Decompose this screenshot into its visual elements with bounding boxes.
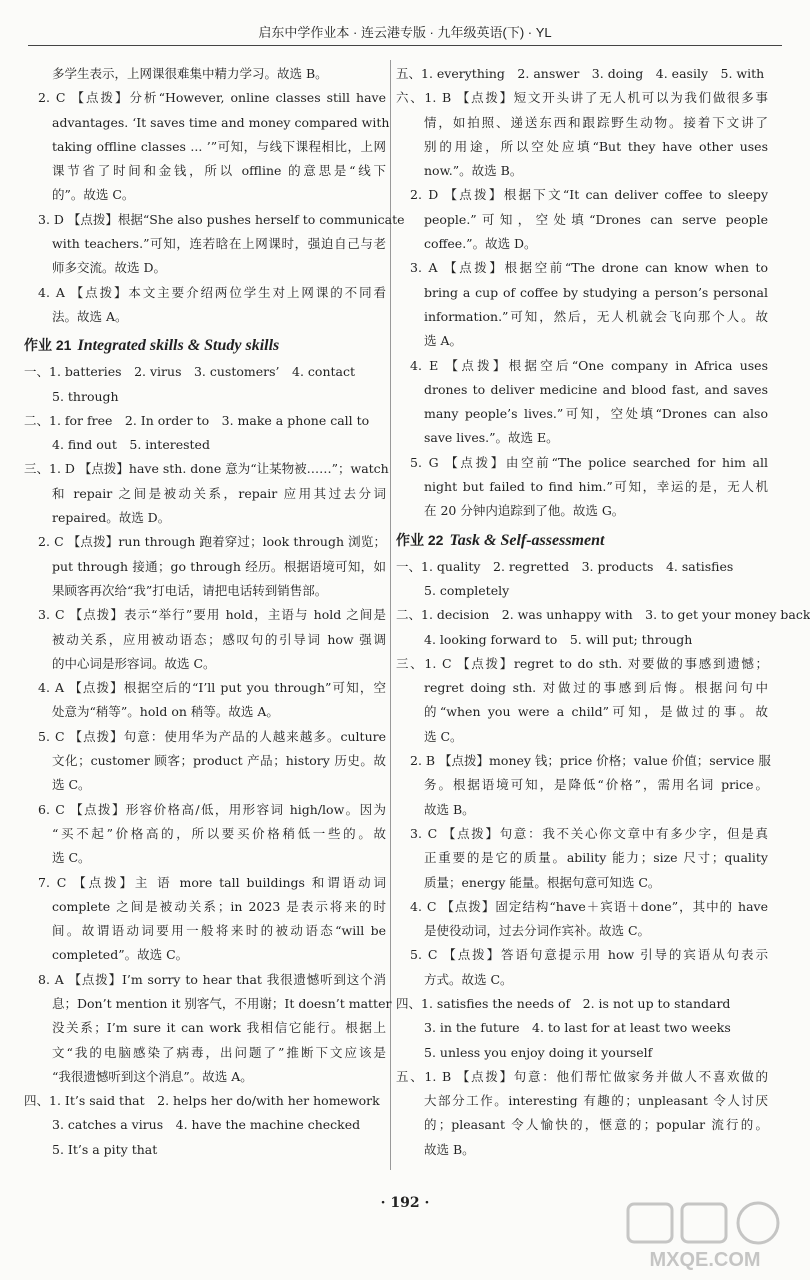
answer-line: coffee.”。故选 D。 — [424, 236, 537, 252]
answer-line: 务。根据语境可知，是降低“价格”，需用名词 price。 — [424, 777, 768, 793]
answer-line: advantages. ‘It saves time and money compared with — [52, 114, 390, 130]
answer-line: 4. E 【点拨】根据空后“One company in Africa uses — [410, 357, 768, 373]
answer-line: 4. A 【点拨】根据空后的“I’ll put you through”可知，空 — [38, 680, 386, 696]
answer-line: 课节省了时间和金钱，所以 offline 的意思是“线下 — [52, 163, 386, 179]
watermark-text: MXQE.COM — [649, 1249, 761, 1271]
answer-line: 5. C 【点拨】句意：使用华为产品的人越来越多。culture — [38, 728, 386, 744]
answer-line: 别的用途，所以空处应填“But they have other uses — [424, 138, 768, 154]
answer-line: people.”可知，空处填“Drones can serve people — [424, 211, 768, 227]
answer-line: 故选 B。 — [424, 1141, 475, 1157]
answer-line: 大部分工作。interesting 有趣的；unpleasant 令人讨厌 — [424, 1093, 768, 1109]
answer-line: 的”。故选 C。 — [52, 187, 135, 203]
answer-line: taking offline classes ... ’”可知，与线下课程相比，上网 — [52, 138, 386, 154]
answer-line: 4. C 【点拨】固定结构“have＋宾语＋done”，其中的 have — [410, 898, 768, 914]
answer-line: 5. G 【点拨】由空前“The police searched for him all — [410, 454, 768, 470]
right-column — [396, 62, 810, 1162]
answer-line: 五、1. everything 2. answer 3. doing 4. easily 5. with — [396, 66, 765, 81]
answer-line: 文化；customer 顾客；product 产品；history 历史。故 — [52, 753, 386, 769]
answer-line: 二、1. for free 2. In order to 3. make a phone call to — [24, 412, 370, 428]
answer-line: 的“when you were a child”可知，是做过的事。故 — [424, 704, 768, 720]
answer-line: 的；pleasant 令人愉快的，惬意的；popular 流行的。 — [424, 1117, 768, 1133]
answer-line: 文“我的电脑感染了病毒，出问题了”推断下文应该是 — [52, 1044, 386, 1060]
answer-line: 质量；energy 能量。根据句意可知选 C。 — [424, 874, 661, 890]
section-title-text: Task & Self-assessment — [449, 531, 605, 549]
answer-line: 三、1. D 【点拨】have sth. done 意为“让某物被……”；watch — [24, 461, 389, 477]
answer-line: 选 A。 — [424, 333, 463, 349]
answer-line: 6. C 【点拨】形容价格高/低，用形容词 high/low。因为 — [38, 801, 386, 817]
answer-line: 是使役动词，过去分词作宾补。故选 C。 — [424, 923, 651, 939]
answer-line: 选 C。 — [424, 728, 463, 744]
answer-line: regret doing sth. 对做过的事感到后悔。根据问句中 — [424, 680, 768, 696]
answer-line: 3. in the future 4. to last for at least two weeks — [424, 1020, 731, 1036]
section-prefix: 作业 21 — [24, 337, 72, 354]
section-prefix: 作业 22 — [396, 531, 444, 548]
section-title-text: Integrated skills & Study skills — [77, 337, 280, 355]
answer-line: 四、1. satisfies the needs of 2. is not up to standard — [396, 995, 731, 1011]
answer-line: repaired。故选 D。 — [52, 510, 171, 526]
page-header: 启东中学作业本 · 连云港专版 · 九年级英语(下) · YL — [28, 22, 782, 46]
answer-line: 2. D 【点拨】根据下文“It can deliver coffee to sleepy — [410, 187, 768, 203]
answer-line: 5. unless you enjoy doing it yourself — [424, 1044, 653, 1060]
answer-line: 果顾客再次给“我”打电话，请把电话转到销售部。 — [52, 582, 328, 598]
answer-line: 方式。故选 C。 — [424, 971, 513, 987]
answer-line: complete 之间是被动关系；in 2023 是表示将来的时 — [52, 898, 386, 914]
answer-line: 和 repair 之间是被动关系，repair 应用其过去分词 — [52, 485, 386, 501]
answer-line: bring a cup of coffee by studying a person’s personal — [424, 284, 768, 300]
answer-line: 一、1. batteries 2. virus 3. customers’ 4. contact — [24, 364, 355, 380]
left-column — [24, 62, 405, 1162]
answer-line: now.”。故选 B。 — [424, 163, 523, 179]
answer-line: 5. completely — [424, 582, 510, 598]
answer-line: drones to deliver medicine and blood fast, and saves — [424, 381, 768, 397]
answer-line: 三、1. C 【点拨】regret to do sth. 对要做的事感到遗憾； — [396, 655, 768, 671]
answer-line: 处意为“稍等”。hold on 稍等。故选 A。 — [52, 704, 279, 720]
answer-line: 7. C 【点拨】主 语 more tall buildings 和谓语动词 — [38, 874, 386, 890]
answer-line: 4. find out 5. interested — [52, 437, 210, 453]
answer-line: 二、1. decision 2. was unhappy with 3. to get your money back — [396, 607, 810, 623]
answer-line: information.”可知，然后，无人机就会飞向那个人。故 — [424, 308, 768, 324]
answer-line: 3. C 【点拨】表示“举行”要用 hold，主语与 hold 之间是 — [38, 607, 386, 623]
answer-line: 3. C 【点拨】句意：我不关心你文章中有多少字，但是真 — [410, 825, 768, 841]
page-number: · 192 · — [380, 1195, 430, 1211]
answer-line: 3. A 【点拨】根据空前“The drone can know when to — [410, 260, 768, 276]
section-title — [396, 526, 768, 555]
section-title — [24, 331, 386, 360]
answer-line: 5. C 【点拨】答语句意提示用 how 引导的宾语从句表示 — [410, 947, 768, 963]
answer-line: 息；Don’t mention it 别客气，不用谢；It doesn’t matter — [52, 995, 392, 1011]
answer-line: with teachers.”可知，连若晗在上网课时，强迫自己与老 — [52, 236, 386, 252]
answer-line: 的中心词是形容词。故选 C。 — [52, 655, 216, 671]
answer-line: 多学生表示，上网课很难集中精力学习。故选 B。 — [52, 66, 328, 81]
answer-line: “我很遗憾听到这个消息”。故选 A。 — [52, 1068, 253, 1084]
answer-line: put through 接通；go through 经历。根据语境可知，如 — [52, 558, 386, 574]
answer-line: 选 C。 — [52, 850, 91, 866]
answer-line: 被动关系，应用被动语态；感叹句的引导词 how 强调 — [52, 631, 386, 647]
answer-line: 在 20 分钟内追踪到了他。故选 G。 — [424, 503, 625, 519]
answer-line: 4. A 【点拨】本文主要介绍两位学生对上网课的不同看 — [38, 284, 386, 300]
answer-line: 故选 B。 — [424, 801, 475, 817]
answer-line: 情，如拍照、递送东西和跟踪野生动物。接着下文讲了 — [424, 114, 768, 130]
watermark-logo-icon — [620, 1200, 790, 1272]
answer-line: 四、1. It’s said that 2. helps her do/with her homework — [24, 1093, 380, 1109]
answer-line: 正重要的是它的质量。ability 能力；size 尺寸；quality — [424, 850, 768, 866]
answer-line: 一、1. quality 2. regretted 3. products 4. satisfies — [396, 558, 734, 574]
answer-line: 没关系；I’m sure it can work 我相信它能行。根据上 — [52, 1020, 386, 1036]
answer-line: 六、1. B 【点拨】短文开头讲了无人机可以为我们做很多事 — [396, 90, 768, 106]
answer-line: 2. C 【点拨】分析“However, online classes still have — [38, 90, 386, 106]
answer-line: 间。故谓语动词要用一般将来时的被动语态“will be — [52, 923, 386, 939]
answer-line: 法。故选 A。 — [52, 308, 128, 324]
answer-line: 5. It’s a pity that — [52, 1141, 158, 1157]
answer-line: many people’s lives.”可知，空处填“Drones can also — [424, 406, 768, 422]
answer-line: completed”。故选 C。 — [52, 947, 189, 963]
answer-line: 5. through — [52, 388, 119, 404]
answer-line: 3. D 【点拨】根据“She also pushes herself to communicate — [38, 211, 405, 227]
answer-line: 师多交流。故选 D。 — [52, 260, 166, 276]
answer-line: “买不起”价格高的，所以要买价格稍低一些的。故 — [52, 825, 386, 841]
answer-line: 2. C 【点拨】run through 跑着穿过；look through 浏览； — [38, 534, 386, 550]
answer-line: 2. B 【点拨】money 钱；price 价格；value 价值；service 服 — [410, 753, 771, 769]
answer-line: night but failed to find him.”可知，幸运的是，无人机 — [424, 479, 768, 495]
answer-line: 五、1. B 【点拨】句意：他们帮忙做家务并做人不喜欢做的 — [396, 1068, 768, 1084]
answer-line: save lives.”。故选 E。 — [424, 430, 559, 446]
answer-line: 3. catches a virus 4. have the machine checked — [52, 1117, 361, 1133]
answer-line: 4. looking forward to 5. will put; through — [424, 631, 693, 647]
answer-line: 8. A 【点拨】I’m sorry to hear that 我很遗憾听到这个消 — [38, 971, 386, 987]
answer-line: 选 C。 — [52, 777, 91, 793]
